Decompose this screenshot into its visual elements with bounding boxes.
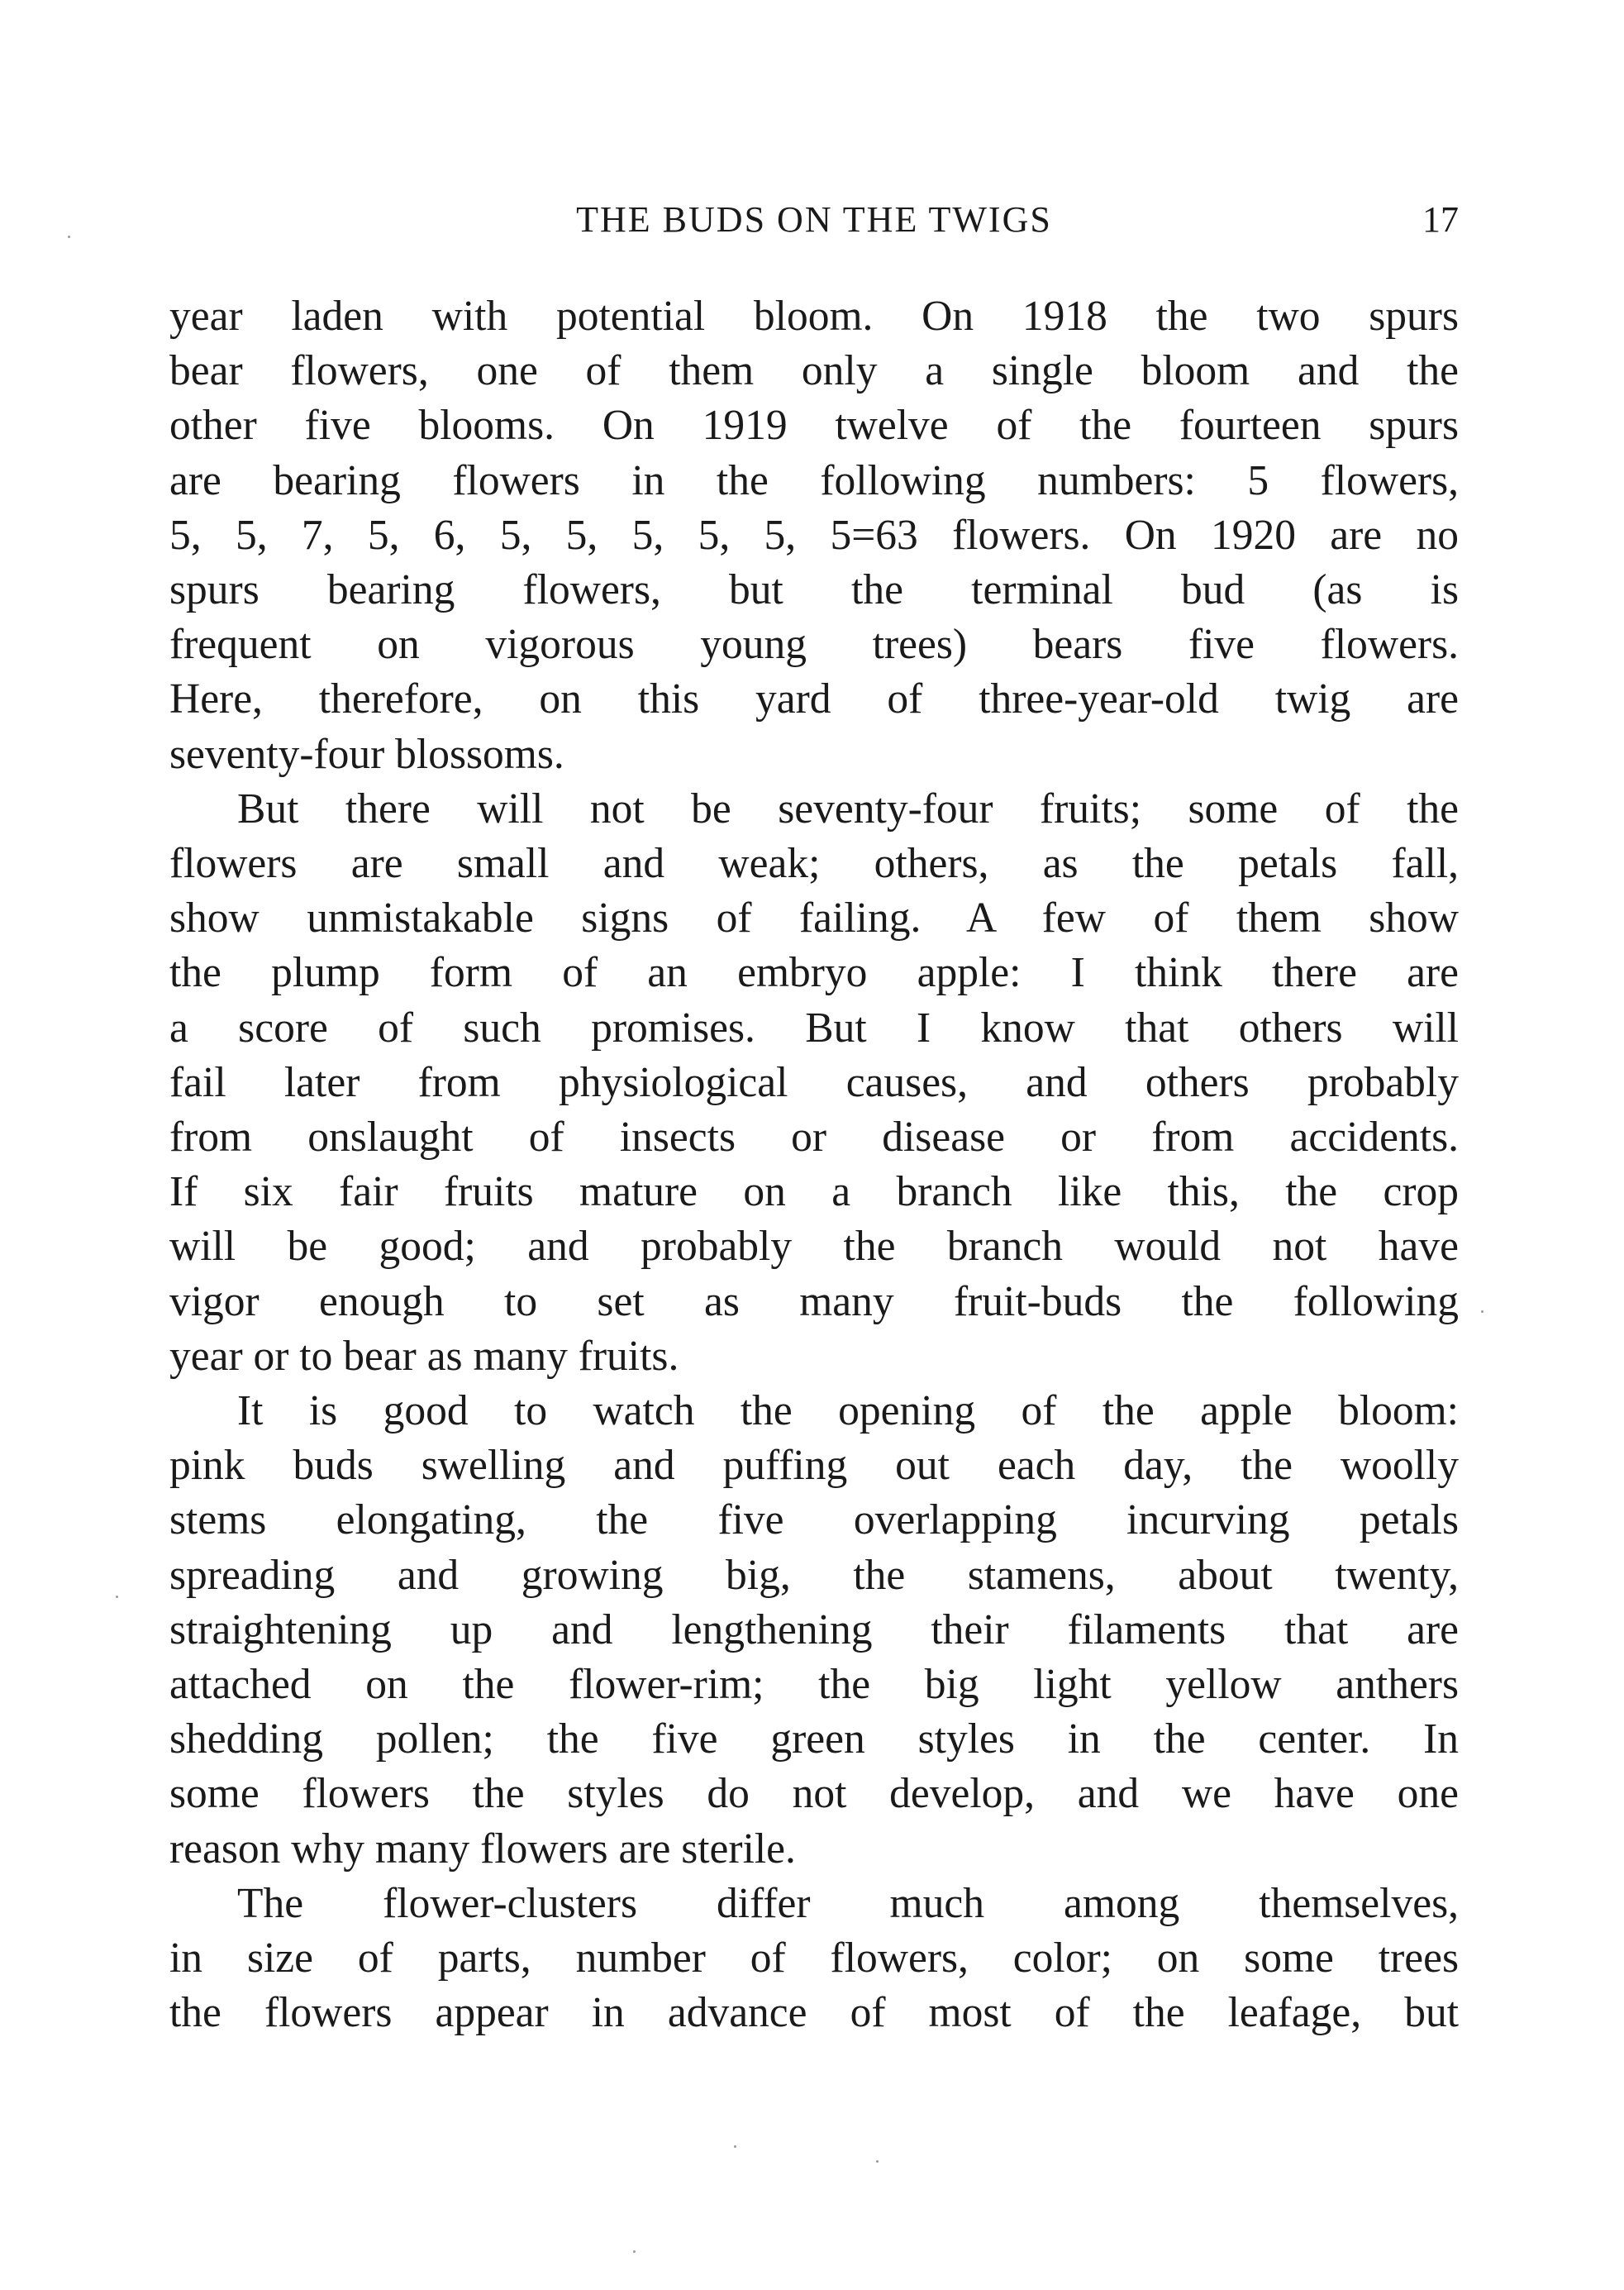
text-line: reason why many flowers are sterile.: [169, 1825, 796, 1873]
text-line: straightening up and lengthening their filaments that are: [169, 1605, 1459, 1653]
body-text: [169, 289, 1459, 2041]
text-line: The flower-clusters differ much among themselves,: [237, 1879, 1459, 1927]
text-line: frequent on vigorous young trees) bears five flowers.: [169, 621, 1459, 669]
text-line: If six fair fruits mature on a branch like this, the crop: [169, 1168, 1459, 1216]
paper-speck: [633, 2250, 636, 2253]
text-line: from onslaught of insects or disease or from accidents.: [169, 1114, 1459, 1162]
text-line: the plump form of an embryo apple: I think there are: [169, 949, 1459, 997]
text-line: vigor enough to set as many fruit-buds the following: [169, 1277, 1459, 1325]
paper-speck: [876, 2160, 879, 2163]
running-title: THE BUDS ON THE TWIGS: [576, 199, 1052, 240]
text-line: pink buds swelling and puffing out each day, the woolly: [169, 1442, 1459, 1490]
paper-speck: [116, 1596, 118, 1598]
page-number: 17: [1422, 199, 1459, 240]
text-line: attached on the flower-rim; the big light yellow anthers: [169, 1661, 1459, 1709]
running-head: [169, 195, 1459, 245]
text-line: show unmistakable signs of failing. A few of them show: [169, 895, 1459, 942]
text-line: year laden with potential bloom. On 1918 the two spurs: [169, 293, 1459, 340]
text-line: spreading and growing big, the stamens, about twenty,: [169, 1551, 1459, 1599]
text-line: in size of parts, number of flowers, color; on some trees: [169, 1935, 1459, 1982]
text-line: year or to bear as many fruits.: [169, 1332, 679, 1380]
paper-speck: [734, 2145, 736, 2148]
text-line: It is good to watch the opening of the apple bloom:: [237, 1387, 1459, 1435]
text-line: seventy-four blossoms.: [169, 730, 564, 778]
paper-speck: [68, 236, 70, 238]
paragraph-1: [169, 289, 1459, 782]
text-line: bear flowers, one of them only a single bloom and the: [169, 347, 1459, 395]
text-line: the flowers appear in advance of most of the leafage, but: [169, 1989, 1459, 2037]
text-line: will be good; and probably the branch would not have: [169, 1223, 1459, 1271]
text-line: other five blooms. On 1919 twelve of the fourteen spurs: [169, 402, 1459, 450]
text-line: some flowers the styles do not develop, and we have one: [169, 1770, 1459, 1818]
text-line: are bearing flowers in the following numbers: 5 flowers,: [169, 456, 1459, 504]
text-line: shedding pollen; the five green styles in the center. In: [169, 1715, 1459, 1763]
text-line: flowers are small and weak; others, as the petals fall,: [169, 840, 1459, 888]
text-line: fail later from physiological causes, and others probably: [169, 1058, 1459, 1106]
paragraph-3: [169, 1384, 1459, 1877]
text-line: Here, therefore, on this yard of three-year-old twig are: [169, 675, 1459, 723]
text-line: stems elongating, the five overlapping incurving petals: [169, 1496, 1459, 1544]
paragraph-4: [169, 1877, 1459, 2041]
paper-speck: [1481, 1310, 1484, 1313]
paragraph-2: [169, 782, 1459, 1384]
text-line: But there will not be seventy-four fruits; some of the: [237, 785, 1459, 833]
text-line: a score of such promises. But I know that others will: [169, 1004, 1459, 1052]
text-line: 5, 5, 7, 5, 6, 5, 5, 5, 5, 5, 5=63 flowers. On 1920 are no: [169, 511, 1459, 559]
text-line: spurs bearing flowers, but the terminal bud (as is: [169, 566, 1459, 614]
